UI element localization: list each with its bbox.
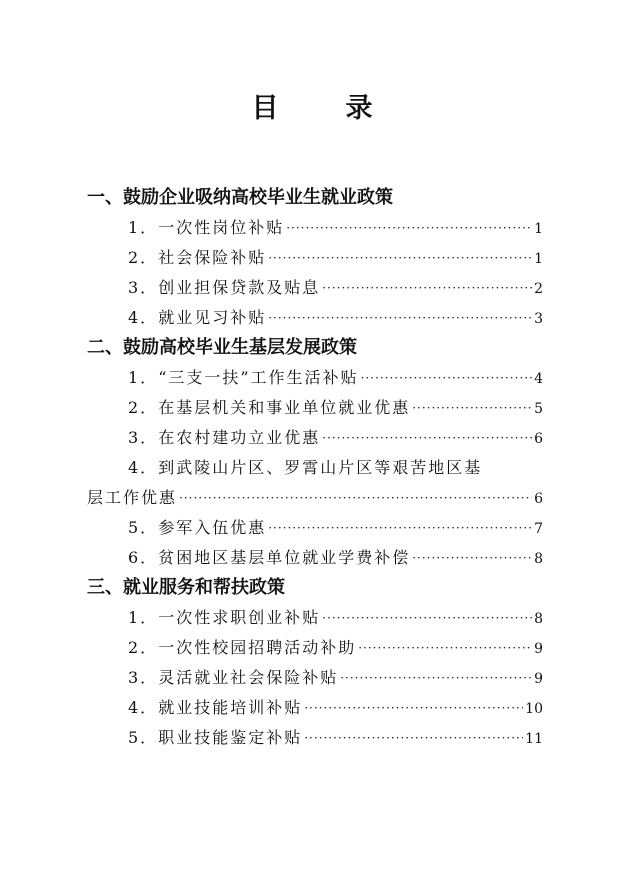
toc-entry-page: 11 <box>525 731 543 747</box>
toc-entry-number: 2． <box>128 398 159 417</box>
toc-entry-number: 1． <box>128 608 159 627</box>
toc-section-heading: 三、就业服务和帮扶政策 <box>87 577 285 598</box>
toc-entry-title: 社会保险补贴 <box>158 248 267 267</box>
toc-entry-title: 一次性求职创业补贴 <box>158 608 321 627</box>
toc-entry-title: 创业担保贷款及贴息 <box>158 278 321 297</box>
toc-entry-title: 一次性校园招聘活动补助 <box>158 638 357 657</box>
toc-entry-page: 6 <box>534 431 543 447</box>
toc-entry-wrapped-line-1[interactable] <box>87 453 543 483</box>
toc-entry-page: 10 <box>525 701 543 717</box>
toc-entry-page: 4 <box>534 371 543 387</box>
toc-entry-title: 灵活就业社会保险补贴 <box>158 668 339 687</box>
toc-entry[interactable] <box>87 423 543 453</box>
toc-entry-number: 3． <box>128 668 159 687</box>
toc-entry[interactable] <box>87 633 543 663</box>
toc-entry-title: “三支一扶”工作生活补贴 <box>158 368 359 387</box>
toc-entry[interactable] <box>87 393 543 423</box>
toc-entry[interactable] <box>87 543 543 573</box>
toc-entry-number: 3． <box>128 278 159 297</box>
toc-entry[interactable] <box>87 273 543 303</box>
title-char-2: 录 <box>345 93 374 124</box>
toc-entry-page: 2 <box>534 281 543 297</box>
toc-entry-number: 4． <box>128 458 159 477</box>
toc-entry-wrapped-line-2[interactable] <box>87 483 543 513</box>
toc-section-heading: 一、鼓励企业吸纳高校毕业生就业政策 <box>87 187 393 208</box>
toc-entry[interactable] <box>87 663 543 693</box>
toc-entry-page: 1 <box>534 251 543 267</box>
toc-entry-page: 7 <box>534 521 543 537</box>
dot-leader <box>412 392 532 423</box>
title-char-1: 目 <box>251 93 280 124</box>
toc-entry-title: 在农村建功立业优惠 <box>158 428 321 447</box>
toc-entry-title: 就业见习补贴 <box>158 308 267 327</box>
toc-entry-number: 2． <box>128 638 159 657</box>
toc-entry-page: 6 <box>534 491 543 507</box>
toc-entry-number: 5． <box>128 518 159 537</box>
toc-entry-page: 8 <box>534 551 543 567</box>
toc-entry-number: 2． <box>128 248 159 267</box>
toc-entry-title: 一次性岗位补贴 <box>158 218 285 237</box>
toc-entry-title: 贫困地区基层单位就业学费补偿 <box>158 548 411 567</box>
toc-entry-title: 在基层机关和事业单位就业优惠 <box>158 398 411 417</box>
toc-entry[interactable] <box>87 723 543 753</box>
dot-leader <box>361 362 533 393</box>
toc-entry-number: 4． <box>128 698 159 717</box>
toc-entry[interactable] <box>87 213 543 243</box>
table-of-contents <box>87 183 543 753</box>
dot-leader <box>358 632 532 663</box>
toc-entry-title-line-1: 到武陵山片区、罗霄山片区等艰苦地区基 <box>158 458 483 477</box>
dot-leader <box>286 212 532 243</box>
toc-entry-page: 1 <box>534 221 543 237</box>
toc-entry-number: 6． <box>128 548 159 567</box>
dot-leader <box>268 512 532 543</box>
dot-leader <box>322 422 532 453</box>
toc-entry-page: 5 <box>534 401 543 417</box>
toc-entry-title: 就业技能培训补贴 <box>158 698 303 717</box>
toc-entry-number: 5． <box>128 728 159 747</box>
toc-entry-title: 职业技能鉴定补贴 <box>158 728 303 747</box>
dot-leader <box>304 692 523 723</box>
dot-leader <box>268 242 532 273</box>
toc-entry-title-line-2: 层工作优惠 <box>87 488 178 507</box>
dot-leader <box>304 722 523 753</box>
toc-entry-number: 4． <box>128 308 159 327</box>
dot-leader <box>268 302 532 333</box>
toc-entry-number: 3． <box>128 428 159 447</box>
toc-entry-page: 9 <box>534 671 543 687</box>
toc-entry-number: 1． <box>128 368 159 387</box>
dot-leader <box>412 542 532 573</box>
toc-entry-page: 9 <box>534 641 543 657</box>
toc-entry-title: 参军入伍优惠 <box>158 518 267 537</box>
toc-section-heading: 二、鼓励高校毕业生基层发展政策 <box>87 337 357 358</box>
dot-leader <box>322 602 532 633</box>
toc-entry[interactable] <box>87 303 543 333</box>
dot-leader <box>322 272 532 303</box>
toc-entry[interactable] <box>87 243 543 273</box>
toc-entry[interactable] <box>87 603 543 633</box>
toc-entry-page: 3 <box>534 311 543 327</box>
toc-entry[interactable] <box>87 513 543 543</box>
toc-entry[interactable] <box>87 363 543 393</box>
toc-entry-page: 8 <box>534 611 543 627</box>
toc-entry-number: 1． <box>128 218 159 237</box>
page-title <box>0 86 625 125</box>
toc-entry[interactable] <box>87 693 543 723</box>
dot-leader <box>340 662 532 693</box>
dot-leader <box>179 482 532 513</box>
